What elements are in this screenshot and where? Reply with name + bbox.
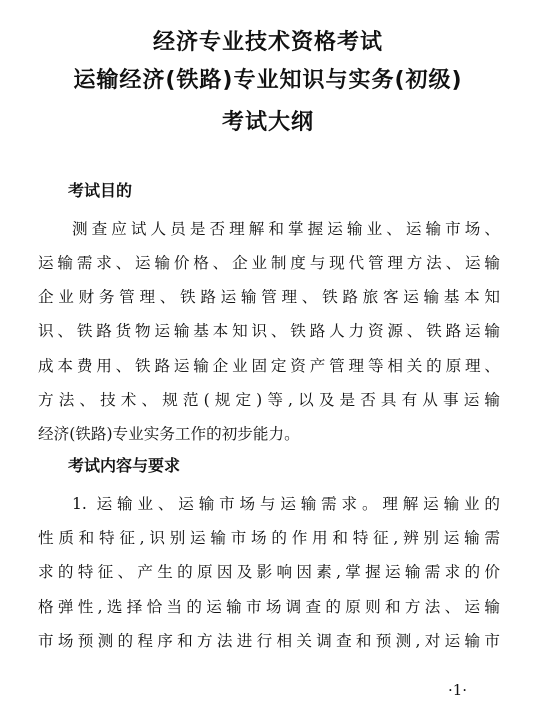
title-line-1: 经济专业技术资格考试 bbox=[152, 30, 383, 55]
paragraph-line: 格弹性,选择恰当的运输市场调查的原则和方法、运输 bbox=[38, 598, 500, 616]
paragraph-line: 性质和特征,识别运输市场的作用和特征,辨别运输需 bbox=[38, 529, 500, 547]
paragraph-line: 识、铁路货物运输基本知识、铁路人力资源、铁路运输 bbox=[38, 322, 500, 340]
paragraph-line: 市场预测的程序和方法进行相关调查和预测,对运输市 bbox=[38, 632, 500, 650]
paragraph-line: 运输需求、运输价格、企业制度与现代管理方法、运输 bbox=[38, 254, 500, 272]
page-number: ·1· bbox=[448, 681, 468, 699]
paragraph-line: 1. 运输业、运输市场与运输需求。理解运输业的 bbox=[72, 495, 500, 513]
paragraph-line: 测查应试人员是否理解和掌握运输业、运输市场、 bbox=[72, 220, 500, 238]
paragraph-line: 成本费用、铁路运输企业固定资产管理等相关的原理、 bbox=[38, 357, 500, 375]
section-heading-content: 考试内容与要求 bbox=[68, 456, 181, 475]
title-line-2: 运输经济(铁路)专业知识与实务(初级) bbox=[73, 68, 463, 93]
section-heading-purpose: 考试目的 bbox=[68, 181, 133, 200]
paragraph-line: 企业财务管理、铁路运输管理、铁路旅客运输基本知 bbox=[38, 288, 500, 306]
paragraph-line: 经济(铁路)专业实务工作的初步能力。 bbox=[38, 425, 300, 443]
paragraph-line: 求的特征、产生的原因及影响因素,掌握运输需求的价 bbox=[38, 563, 500, 581]
title-line-3: 考试大纲 bbox=[221, 110, 314, 135]
paragraph-line: 方法、技术、规范(规定)等,以及是否具有从事运输 bbox=[38, 391, 500, 409]
